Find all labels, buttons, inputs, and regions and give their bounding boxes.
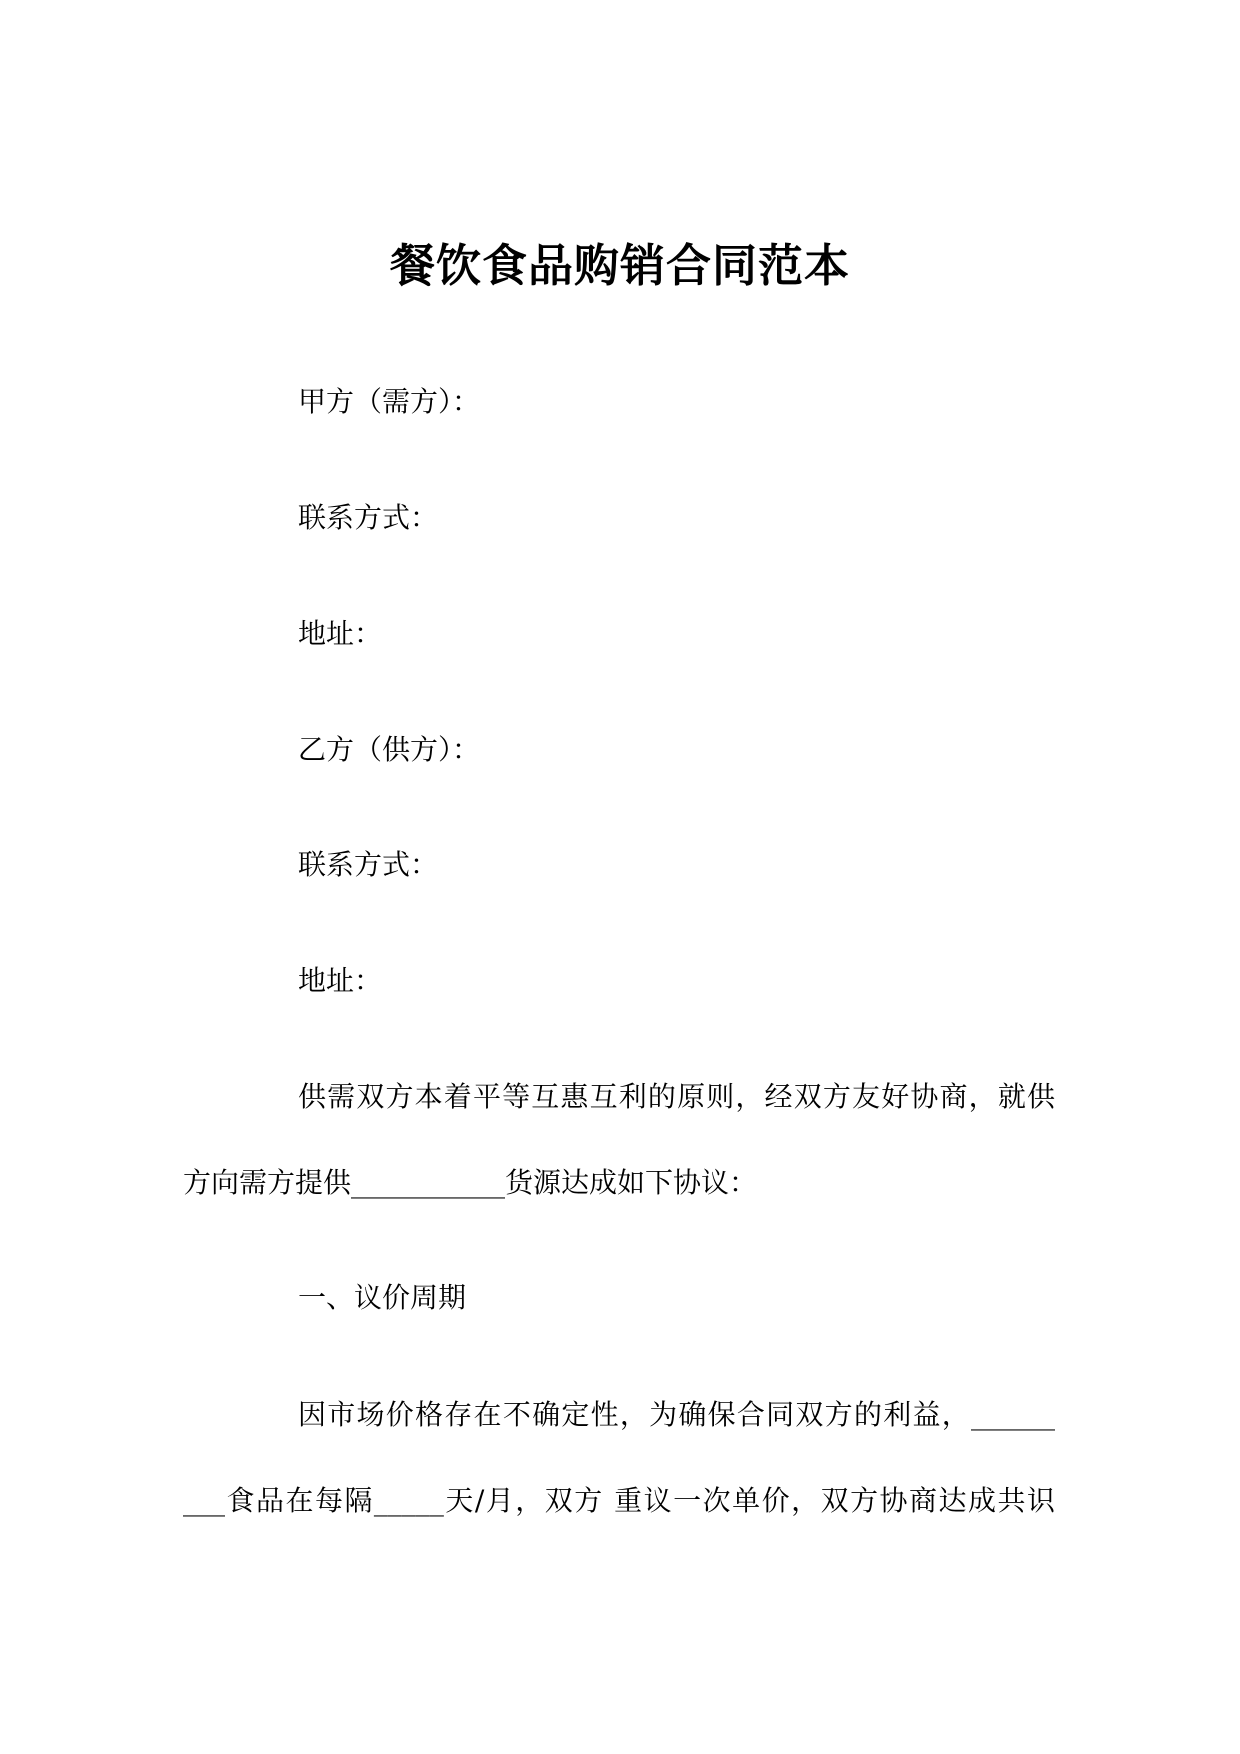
preamble-line-1: 供需双方本着平等互惠互利的原则，经双方友好协商，就供 xyxy=(298,1080,1055,1113)
party-a-contact: 联系方式： xyxy=(298,501,439,534)
party-a-label: 甲方（需方）： xyxy=(298,385,481,418)
party-b-label: 乙方（供方）： xyxy=(298,733,481,766)
party-b-address: 地址： xyxy=(298,964,383,997)
document-title: 餐饮食品购销合同范本 xyxy=(389,239,850,292)
party-b-contact: 联系方式： xyxy=(298,848,439,881)
section-1-line-1: 因市场价格存在不确定性，为确保合同双方的利益，______ xyxy=(298,1398,1055,1431)
section-1-line-2: ___食品在每隔_____天/月，双方 重议一次单价，双方协商达成共识 xyxy=(183,1484,1055,1517)
preamble-line-2: 方向需方提供___________货源达成如下协议： xyxy=(183,1166,758,1199)
section-1-heading: 一、议价周期 xyxy=(298,1281,467,1314)
party-a-address: 地址： xyxy=(298,617,383,650)
